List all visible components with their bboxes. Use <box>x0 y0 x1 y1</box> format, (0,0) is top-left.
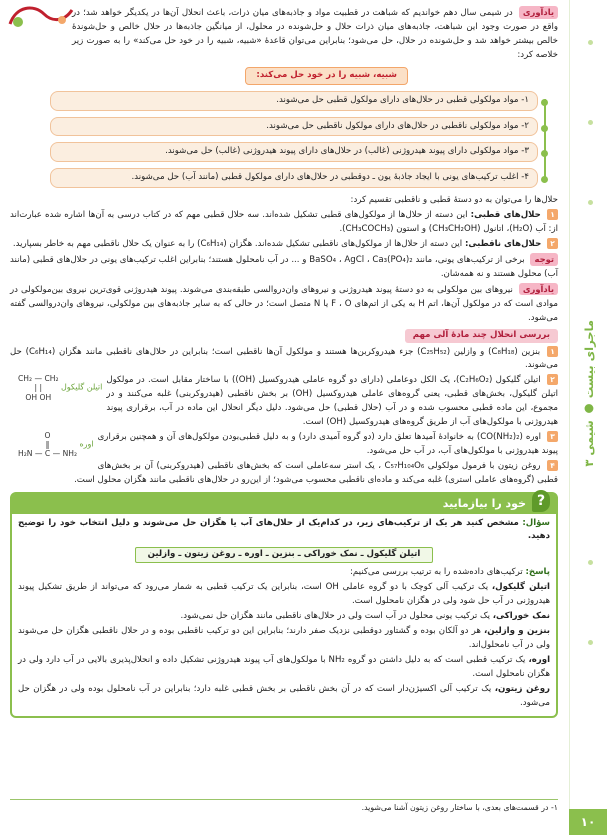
solvent-title: حلال‌های قطبی: <box>470 210 541 221</box>
answer-title: اتیلن گلیکول، <box>491 582 550 593</box>
question-mark-icon: ? <box>532 490 550 512</box>
intro-text: در شیمی سال دهم خواندیم که شباهت در قطبیت مواد و جاذبه‌های میان ذرات، باعث انحلال آن‌ها در یکدیگر خواهد شد؛ در واقع در صورت وجود این شباهت، جاذبه‌های میان ذرات حلال و حل‌شونده در محلول، از میانگین جاذبه‌ها در حلال خالص و حل‌شوندهٔ خالص بیشتر خواهد شد و حل‌شونده در حلال، حل می‌شود؛ بنابراین می‌توان قاعدهٔ «شبیه، شبیه را در خود حل می‌کند» را به صورت زیر خلاصه کرد: <box>72 8 558 60</box>
answer-item <box>18 581 550 609</box>
struct-bottom: H₂N — C — NH₂ <box>18 449 78 459</box>
intro-paragraph <box>10 6 558 63</box>
side-dot <box>588 560 593 565</box>
side-dot <box>588 200 593 205</box>
reminder-tag: یادآوری <box>519 6 558 19</box>
note-tag: توجه <box>530 253 558 266</box>
reminder-tag: یادآوری <box>519 283 558 296</box>
side-dot <box>588 40 593 45</box>
struct-top: O <box>44 431 51 441</box>
reminder-paragraph <box>10 283 558 326</box>
rules-list <box>50 91 538 189</box>
struct-label: اوره <box>79 439 94 449</box>
urea-structure <box>18 431 94 458</box>
question-label: سؤال: <box>522 517 551 528</box>
note-text: برخی از ترکیب‌های یونی، مانند BaSO₄ ، AgCl ، Ca₃(PO₄)₂ و ... در آب نامحلول هستند؛ بنابراین اغلب ترکیب‌های یونی در حلال‌های قطبی (مانند آب) محلول هستند و نه همه‌شان. <box>10 254 558 279</box>
answer-item <box>18 683 550 711</box>
substance-text: روغن زیتون با فرمول مولکولی C₅₇H₁₀₄O₆ ، یک استر سه‌عاملی است که بخش‌های ناقطبی (هیدروکربنی) آن بر بخش‌های قطبی (گروه‌های عاملی استری) غلبه می‌کند و ماده‌ای ناقطبی محسوب می‌شود؛ از این‌رو در حلال‌های ناقطبی مانند هگزان محلول است. <box>74 460 558 485</box>
struct-label: اتیلن گلیکول <box>60 383 103 393</box>
answer-item <box>18 625 550 653</box>
number-badge: ۱ <box>547 346 558 357</box>
glycol-structure <box>18 374 102 401</box>
items-box <box>18 547 550 563</box>
answer-text: یک ترکیب قطبی است که به دلیل داشتن دو گروه NH₂ با مولکول‌های آب پیوند هیدروژنی تشکیل داده و انحلال‌پذیری بالایی در آب دارد ولی در هگزان نامحلول است. <box>18 654 550 679</box>
answer-intro-line <box>18 566 550 580</box>
rule-item: ۲- مواد مولکولی ناقطبی در حلال‌های دارای مولکول ناقطبی حل می‌شوند. <box>50 117 538 137</box>
side-title: ماجرای بیست ● شیمی ۳ <box>582 320 597 467</box>
solvents-intro: حلال‌ها را می‌توان به دو دستهٔ قطبی و ناقطبی تقسیم کرد: <box>350 195 558 206</box>
rule-item: ۱- مواد مولکولی قطبی در حلال‌های دارای مولکول قطبی حل می‌شوند. <box>50 91 538 111</box>
substance-item <box>10 346 558 374</box>
section-title: بررسی انحلال چند مادهٔ آلی مهم <box>405 329 558 343</box>
question-text: مشخص کنید هر یک از ترکیب‌های زیر، در کدام‌یک از حلال‌های آب یا هگزان حل می‌شوند و دلیل انتخاب خود را توضیح دهید. <box>18 517 550 542</box>
exercise-box <box>10 492 558 718</box>
solvent-text: این دسته از حلال‌ها از مولکول‌های قطبی تشکیل شده‌اند. سه حلال قطبی مهم که در کتاب درسی به آن‌ها اشاره شده عبارت‌اند از: آب (H₂O)، اتانول (CH₃CH₂OH) و استون (CH₃COCH₃). <box>10 210 558 235</box>
substance-item <box>10 431 558 459</box>
number-badge: ۱ <box>547 209 558 220</box>
list-connector <box>544 99 546 181</box>
exercise-header <box>12 494 556 514</box>
number-badge: ۲ <box>547 374 558 385</box>
side-dot <box>588 120 593 125</box>
exercise-header-text: خود را بیازمایید <box>442 496 526 510</box>
answer-text: یک ترکیب آلی کوچک با دو گروه عاملی OH است، بنابراین یک ترکیب قطبی به شمار می‌رود که می‌تواند از طریق تشکیل پیوند هیدروژنی در آب حل شود ولی در هگزان نامحلول است. <box>18 582 550 607</box>
side-dot <box>588 640 593 645</box>
answer-title: اوره، <box>528 654 551 665</box>
solvent-text: این دسته از حلال‌ها از مولکول‌های ناقطبی تشکیل شده‌اند. هگزان (C₆H₁₄) را به عنوان یک حلال ناقطبی مهم به خاطر بسپارید. <box>12 239 463 250</box>
substance-item <box>10 460 558 488</box>
page-content <box>10 6 558 718</box>
exercise-question <box>18 517 550 545</box>
answer-title: بنزین و وازلین، <box>483 626 550 636</box>
note-paragraph <box>10 253 558 282</box>
answer-intro: ترکیب‌های داده‌شده را به ترتیب بررسی می‌کنیم: <box>350 567 523 578</box>
answer-item <box>18 610 550 624</box>
number-badge: ۴ <box>547 460 558 471</box>
rule-item: ۳- مواد مولکولی دارای پیوند هیدروژنی (غالب) در حلال‌های دارای پیوند هیدروژنی (غالب) حل می‌شوند. <box>50 142 538 162</box>
solvent-title: حلال‌های ناقطبی: <box>464 239 542 250</box>
solvent-polar <box>10 209 558 237</box>
answer-text: هر دو آلکان بوده و گشتاور دوقطبی نزدیک صفر دارند؛ بنابراین این دو ترکیب ناقطبی بوده و در حلال ناقطبی هگزان حل می‌شوند ولی در آب نامحلول‌اند. <box>18 626 550 650</box>
side-strip <box>569 0 607 835</box>
struct-bottom: OH OH <box>25 392 52 402</box>
answer-title: نمک خوراکی، <box>492 611 550 622</box>
answer-item <box>18 654 550 682</box>
substance-text: بنزین (C₈H₁₈) و وازلین (C₂₅H₅₂) جزء هیدروکربن‌ها هستند و مولکول آن‌ها ناقطبی است؛ بنابراین در حلال‌های ناقطبی مانند هگزان (C₆H₁₄) حل می‌شوند. <box>10 346 558 371</box>
items-text: اتیلن گلیکول ـ نمک خوراکی ـ بنزین ـ اوره ـ روغن زیتون ـ وازلین <box>135 547 434 563</box>
substance-text: اوره (CO(NH₂)₂) به خانوادهٔ آمیدها تعلق دارد (دو گروه آمیدی دارد) و به دلیل قطبی‌بودن مولکول‌های آن و همچنین برقراری پیوند هیدروژنی با مولکول‌های آب، در آب حل می‌شود. <box>97 432 558 456</box>
answer-title: روغن زیتون، <box>494 683 550 694</box>
substance-text: اتیلن گلیکول (C₂H₆O₂)، یک الکل دوعاملی (دارای دو گروه عاملی هیدروکسیل (OH)) با ساختار مقابل است. در مولکول اتیلن گلیکول، بخش‌های قطبی، یعنی گروه‌های عاملی هیدروکسیل (OH) بر بخش ناقطبی (هیدروکربنی) غلبه می‌کنند و در مجموع، این ماده قطبی محسوب شده و در آب (حلال قطبی) حل می‌شود. دلیل دیگر انحلال این ماده در آب، برقراری پیوند هیدروژنی با مولکول‌های آب از طریق گروه‌های هیدروکسیل (OH) است. <box>106 375 558 428</box>
solvent-nonpolar <box>10 238 558 252</box>
rule-title: شبیه، شبیه را در خود حل می‌کند: <box>245 67 408 85</box>
answer-label: پاسخ: <box>525 567 550 578</box>
rule-item: ۴- اغلب ترکیب‌های یونی با ایجاد جاذبهٔ یون ـ دوقطبی در حلال‌های دارای مولکول قطبی (مانند آب) حل می‌شوند. <box>50 168 538 188</box>
answer-text: یک ترکیب آلی اکسیژن‌دار است که در آن بخش ناقطبی بر بخش قطبی غلبه دارد؛ بنابراین در آب نامحلول بوده ولی در هگزان حل می‌شود. <box>18 683 550 708</box>
number-badge: ۲ <box>547 238 558 249</box>
substance-item <box>10 374 558 430</box>
struct-top: CH₂ — CH₂ <box>18 374 59 384</box>
footnote: ۱- در قسمت‌های بعدی، با ساختار روغن زیتون آشنا می‌شوید. <box>10 799 558 815</box>
number-badge: ۳ <box>547 431 558 442</box>
reminder-text: نیروهای بین مولکولی به دو دستهٔ پیوند هیدروژنی و نیروهای وان‌دروالسی طبقه‌بندی می‌شوند. پیوند هیدروژنی قوی‌ترین نیروی بین‌مولکولی در موادی است که در مولکول آن‌ها، اتم H به یکی از اتم‌های F ، O یا N متصل است؛ در حالی که به سایر جاذبه‌های بین مولکولی، نیروهای وان‌دروالسی گفته می‌شود. <box>10 284 558 323</box>
struct-mid: | | <box>34 383 43 393</box>
page-number: ۱۰ <box>569 809 607 835</box>
answer-text: یک ترکیب یونی محلول در آب است ولی در حلال‌های ناقطبی مانند هگزان حل نمی‌شود. <box>180 611 491 622</box>
struct-mid: ‖ <box>45 440 50 450</box>
